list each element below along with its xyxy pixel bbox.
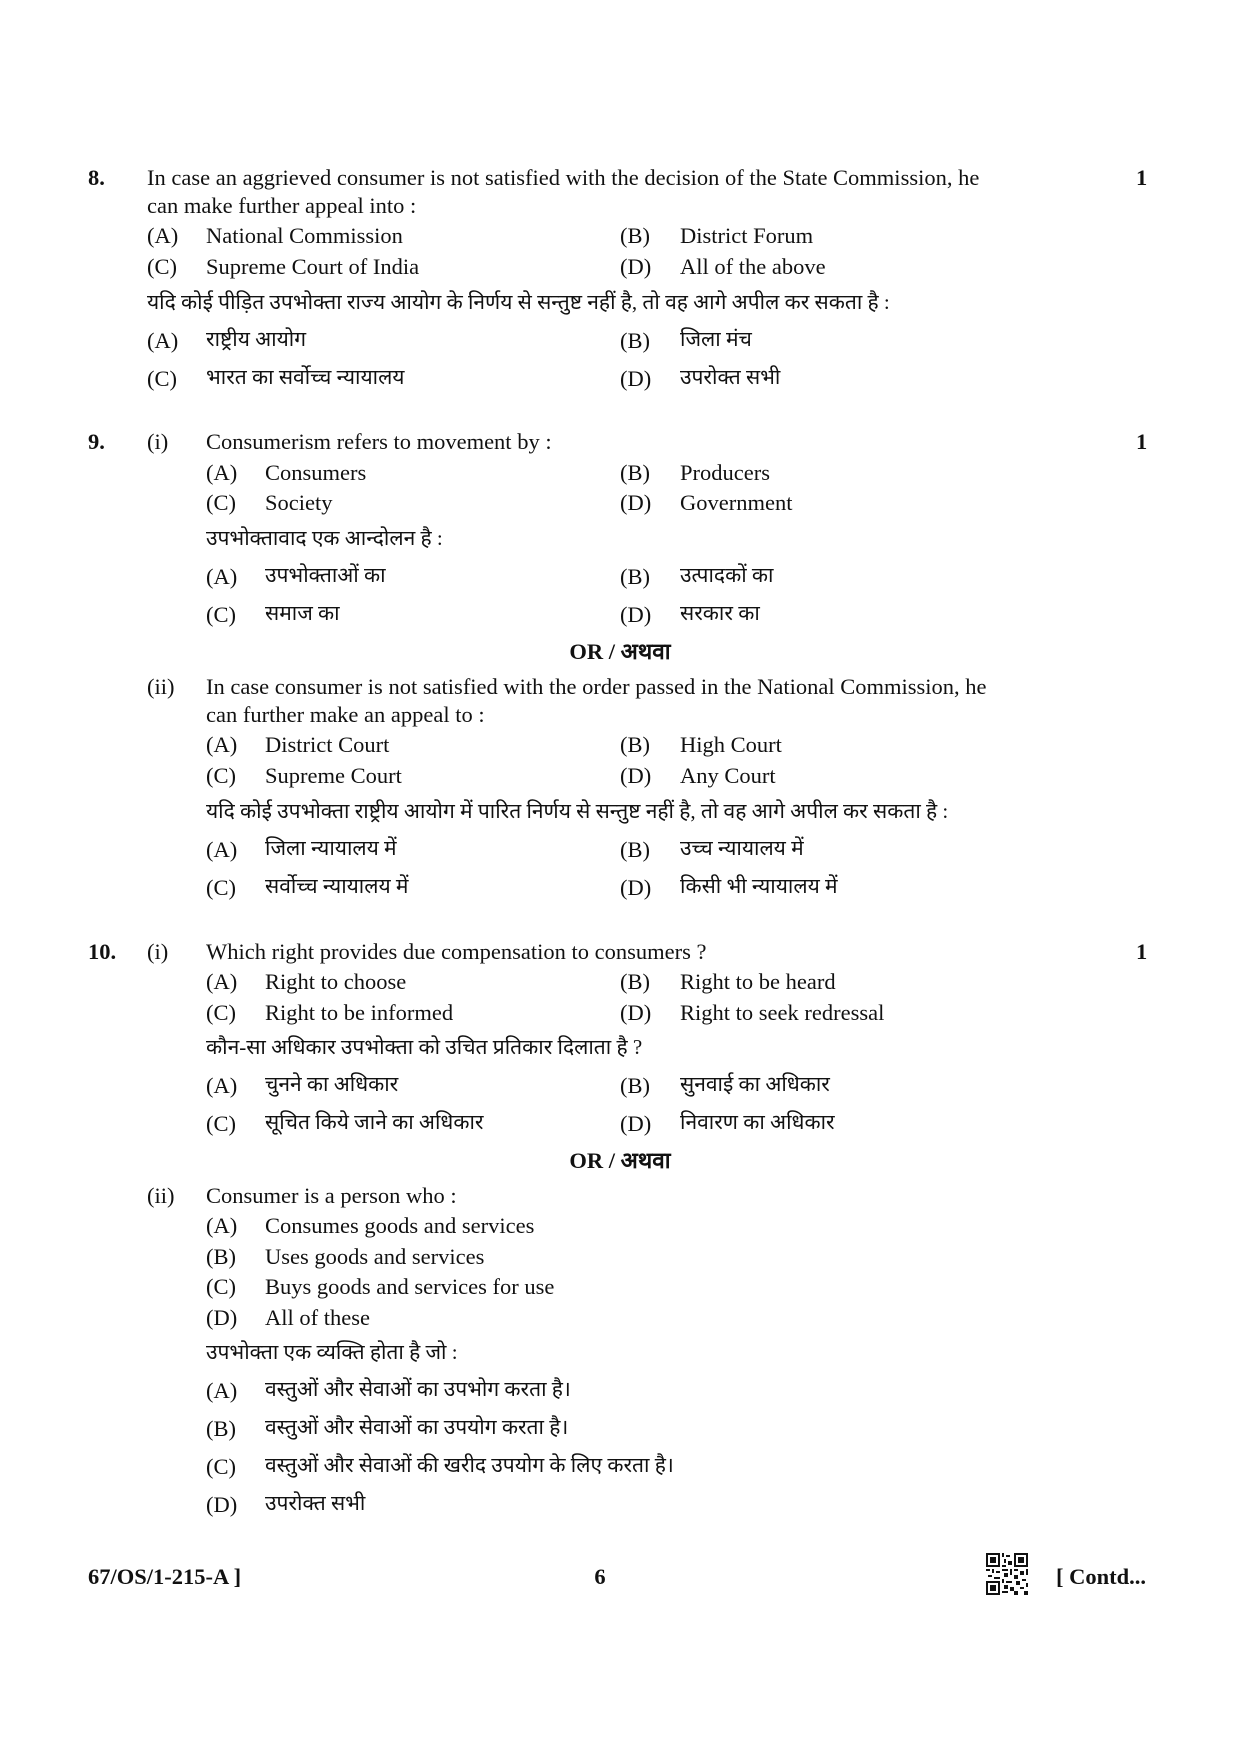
q9-i-en-question: Consumerism refers to movement by : — [206, 429, 552, 454]
q10-i-hi-opt-b-label: (B) — [620, 1073, 650, 1098]
q10-marks: 1 — [1136, 939, 1148, 964]
q8-opt-b-label: (B) — [620, 223, 650, 248]
q9-i-opt-d-text: Government — [680, 490, 793, 515]
q10-i-hi-opt-d-text: निवारण का अधिकार — [680, 1110, 835, 1134]
q9-ii-en-line1: In case consumer is not satisfied with the order passed in the National Commission, he — [206, 674, 987, 699]
q10-i-hi-opt-c-label: (C) — [206, 1111, 236, 1136]
q8-hi-opt-d-text: उपरोक्त सभी — [680, 365, 781, 389]
q10-ii-hi-question: उपभोक्ता एक व्यक्ति होता है जो : — [206, 1340, 458, 1364]
q9-i-opt-c-text: Society — [265, 490, 333, 515]
q10-ii-hi-opt-c-text: वस्तुओं और सेवाओं की खरीद उपयोग के लिए करता है। — [265, 1453, 674, 1477]
q9-ii-opt-b-label: (B) — [620, 732, 650, 757]
q9-i-hi-opt-a-text: उपभोक्ताओं का — [265, 563, 386, 587]
q8-hi-opt-b-text: जिला मंच — [680, 327, 752, 351]
q9-i-hi-opt-b-label: (B) — [620, 564, 650, 589]
q9-or-divider: OR / अथवा — [569, 639, 671, 664]
q8-opt-d-text: All of the above — [680, 254, 826, 279]
q9-i-opt-a-label: (A) — [206, 460, 238, 485]
q10-i-hi-opt-c-text: सूचित किये जाने का अधिकार — [265, 1110, 484, 1134]
q10-or-divider: OR / अथवा — [569, 1148, 671, 1173]
q8-number: 8. — [88, 165, 105, 190]
q9-ii-opt-c-text: Supreme Court — [265, 763, 402, 788]
q8-opt-a-label: (A) — [147, 223, 179, 248]
q10-ii-hi-opt-c-label: (C) — [206, 1454, 236, 1479]
q9-i-hi-question: उपभोक्तावाद एक आन्दोलन है : — [206, 526, 443, 550]
q10-ii-opt-d-label: (D) — [206, 1305, 238, 1330]
q10-ii-opt-b-label: (B) — [206, 1244, 236, 1269]
q8-hi-opt-a-text: राष्ट्रीय आयोग — [206, 327, 307, 351]
page-number: 6 — [594, 1564, 606, 1589]
q9-ii-hi-opt-d-label: (D) — [620, 875, 652, 900]
q9-ii-hi-opt-c-text: सर्वोच्च न्यायालय में — [265, 874, 409, 898]
q10-i-hi-opt-a-text: चुनने का अधिकार — [265, 1072, 399, 1096]
q8-hi-opt-c-label: (C) — [147, 366, 177, 391]
q8-hi-opt-d-label: (D) — [620, 366, 652, 391]
q9-ii-hi-opt-d-text: किसी भी न्यायालय में — [680, 874, 838, 898]
q9-ii-opt-b-text: High Court — [680, 732, 782, 757]
q8-hi-opt-b-label: (B) — [620, 328, 650, 353]
q10-part-i-label: (i) — [147, 939, 169, 964]
q8-opt-c-text: Supreme Court of India — [206, 254, 420, 279]
q10-ii-hi-opt-a-text: वस्तुओं और सेवाओं का उपभोग करता है। — [265, 1377, 571, 1401]
q9-part-ii-label: (ii) — [147, 674, 175, 699]
q8-marks: 1 — [1136, 165, 1148, 190]
q9-part-i-label: (i) — [147, 429, 169, 454]
q8-hi-opt-c-text: भारत का सर्वोच्च न्यायालय — [206, 365, 405, 389]
q9-i-opt-a-text: Consumers — [265, 460, 367, 485]
q10-ii-opt-c-text: Buys goods and services for use — [265, 1274, 555, 1299]
q9-ii-hi-question: यदि कोई उपभोक्ता राष्ट्रीय आयोग में पारित निर्णय से सन्तुष्ट नहीं है, तो वह आगे अपील कर सकता है : — [206, 799, 949, 823]
q10-ii-opt-b-text: Uses goods and services — [265, 1244, 485, 1269]
q9-i-opt-b-label: (B) — [620, 460, 650, 485]
qr-code-icon — [986, 1553, 1028, 1595]
q9-i-hi-opt-a-label: (A) — [206, 564, 238, 589]
q9-ii-hi-opt-a-label: (A) — [206, 837, 238, 862]
q10-i-en-question: Which right provides due compensation to consumers ? — [206, 939, 707, 964]
q10-number: 10. — [88, 939, 117, 964]
contd-marker: [ Contd... — [1056, 1564, 1147, 1589]
q10-i-hi-opt-a-label: (A) — [206, 1073, 238, 1098]
q10-i-hi-opt-b-text: सुनवाई का अधिकार — [680, 1072, 830, 1096]
q10-i-hi-question: कौन-सा अधिकार उपभोक्ता को उचित प्रतिकार दिलाता है ? — [206, 1035, 643, 1059]
q9-ii-opt-d-text: Any Court — [680, 763, 776, 788]
q9-i-hi-opt-d-text: सरकार का — [680, 601, 760, 625]
q10-part-ii-label: (ii) — [147, 1183, 175, 1208]
q8-en-line2: can make further appeal into : — [147, 193, 417, 218]
q9-marks: 1 — [1136, 429, 1148, 454]
q8-opt-b-text: District Forum — [680, 223, 814, 248]
q10-ii-opt-a-text: Consumes goods and services — [265, 1213, 535, 1238]
paper-code: 67/OS/1-215-A ] — [88, 1564, 242, 1589]
q9-number: 9. — [88, 429, 105, 454]
q8-opt-a-text: National Commission — [206, 223, 403, 248]
q10-ii-hi-opt-b-text: वस्तुओं और सेवाओं का उपयोग करता है। — [265, 1415, 569, 1439]
q10-ii-hi-opt-d-label: (D) — [206, 1492, 238, 1517]
q9-ii-hi-opt-c-label: (C) — [206, 875, 236, 900]
q8-en-line1: In case an aggrieved consumer is not satisfied with the decision of the State Commission, he — [147, 165, 980, 190]
q9-i-opt-b-text: Producers — [680, 460, 770, 485]
q9-ii-hi-opt-b-label: (B) — [620, 837, 650, 862]
q9-i-hi-opt-d-label: (D) — [620, 602, 652, 627]
q10-i-opt-d-text: Right to seek redressal — [680, 1000, 885, 1025]
q9-i-hi-opt-c-text: समाज का — [265, 601, 340, 625]
q10-ii-opt-d-text: All of these — [265, 1305, 370, 1330]
q10-ii-en-question: Consumer is a person who : — [206, 1183, 457, 1208]
q9-ii-opt-d-label: (D) — [620, 763, 652, 788]
q9-ii-opt-a-text: District Court — [265, 732, 390, 757]
q10-i-hi-opt-d-label: (D) — [620, 1111, 652, 1136]
q8-hi-opt-a-label: (A) — [147, 328, 179, 353]
q9-i-hi-opt-c-label: (C) — [206, 602, 236, 627]
q8-opt-d-label: (D) — [620, 254, 652, 279]
q9-ii-hi-opt-a-text: जिला न्यायालय में — [265, 836, 397, 860]
q10-ii-opt-a-label: (A) — [206, 1213, 238, 1238]
q10-ii-hi-opt-b-label: (B) — [206, 1416, 236, 1441]
q10-i-opt-d-label: (D) — [620, 1000, 652, 1025]
q10-ii-hi-opt-a-label: (A) — [206, 1378, 238, 1403]
q10-ii-hi-opt-d-text: उपरोक्त सभी — [265, 1491, 366, 1515]
q8-hi-question: यदि कोई पीड़ित उपभोक्ता राज्य आयोग के निर्णय से सन्तुष्ट नहीं है, तो वह आगे अपील कर सकता है : — [147, 290, 890, 314]
q10-i-opt-c-label: (C) — [206, 1000, 236, 1025]
q10-i-opt-a-text: Right to choose — [265, 969, 407, 994]
q10-i-opt-a-label: (A) — [206, 969, 238, 994]
q9-ii-opt-a-label: (A) — [206, 732, 238, 757]
q9-ii-en-line2: can further make an appeal to : — [206, 702, 485, 727]
q8-opt-c-label: (C) — [147, 254, 177, 279]
q9-i-opt-c-label: (C) — [206, 490, 236, 515]
q9-ii-hi-opt-b-text: उच्च न्यायालय में — [680, 836, 804, 860]
q10-i-opt-b-label: (B) — [620, 969, 650, 994]
q10-i-opt-c-text: Right to be informed — [265, 1000, 454, 1025]
q9-ii-opt-c-label: (C) — [206, 763, 236, 788]
q9-i-hi-opt-b-text: उत्पादकों का — [680, 563, 774, 587]
q10-ii-opt-c-label: (C) — [206, 1274, 236, 1299]
q10-i-opt-b-text: Right to be heard — [680, 969, 836, 994]
q9-i-opt-d-label: (D) — [620, 490, 652, 515]
